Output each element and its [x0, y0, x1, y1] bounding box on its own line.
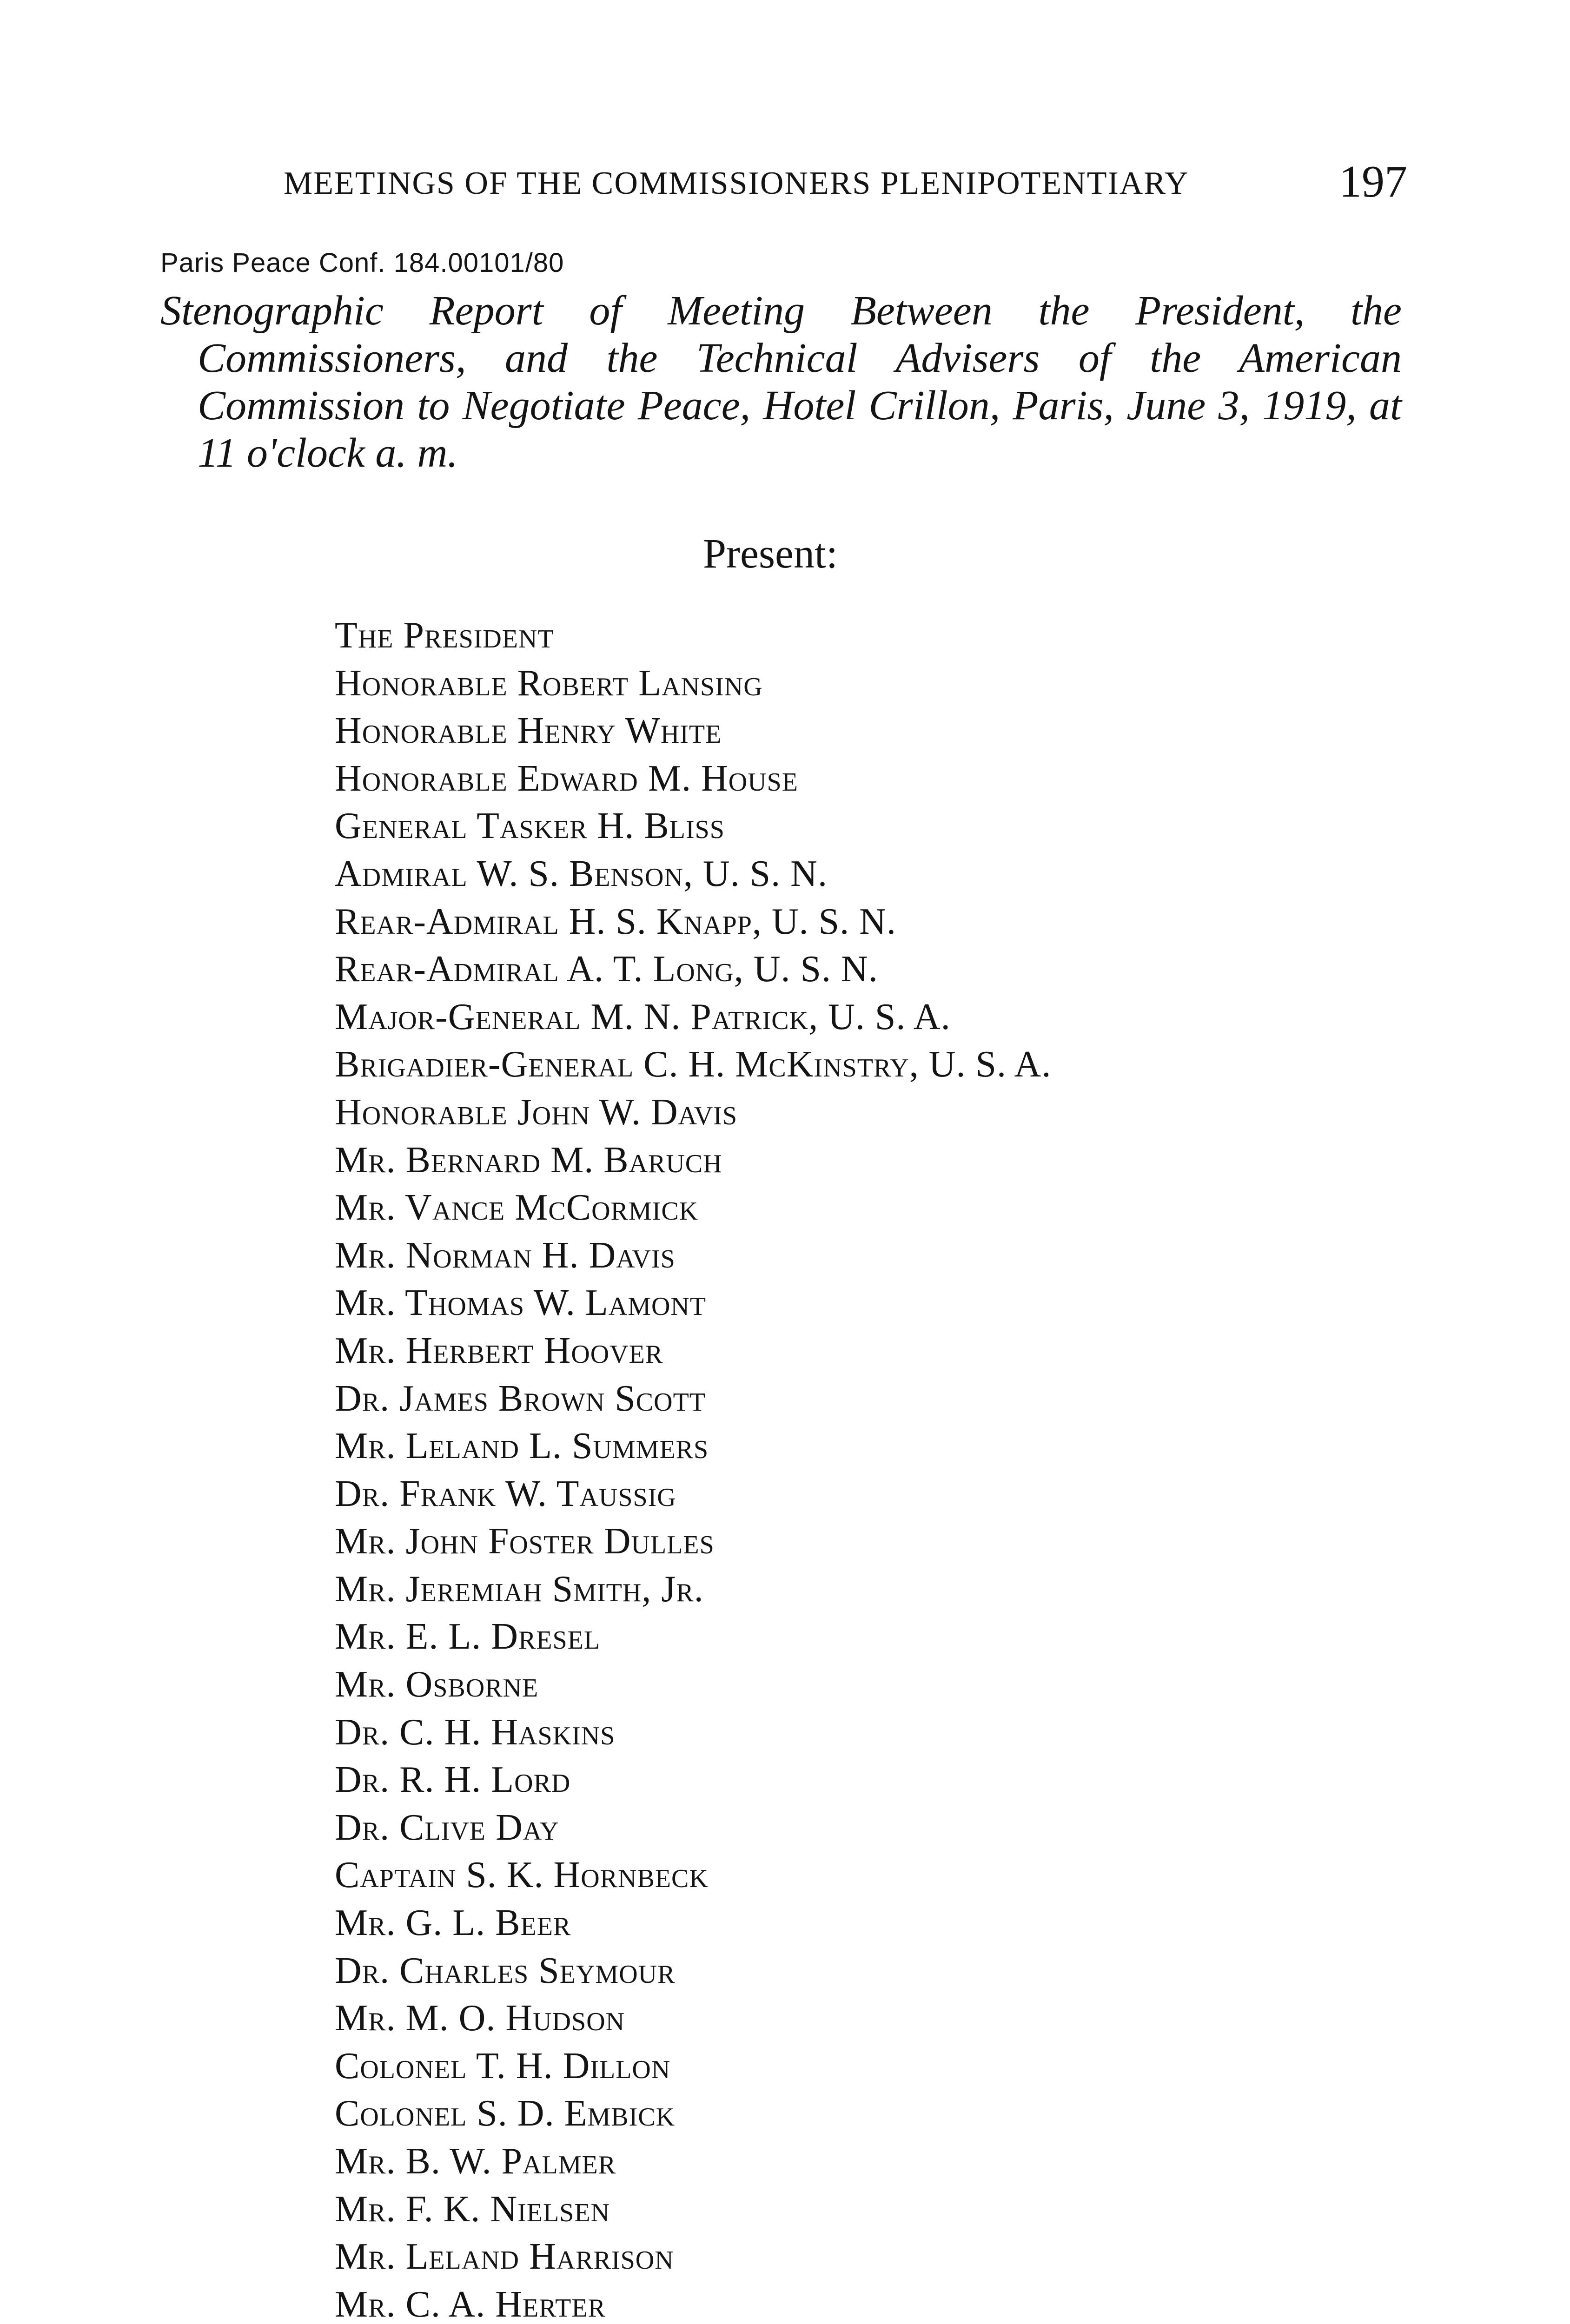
attendee: Mr. John Foster Dulles — [335, 1521, 715, 1562]
page-number: 197 — [1339, 157, 1407, 207]
attendee: Mr. F. K. Nielsen — [335, 2188, 610, 2230]
attendee: Mr. E. L. Dresel — [335, 1616, 601, 1657]
attendee: Mr. M. O. Hudson — [335, 1998, 625, 2039]
attendee: Mr. Vance McCormick — [335, 1187, 699, 1228]
attendee: Dr. R. H. Lord — [335, 1759, 571, 1801]
attendee: Dr. Clive Day — [335, 1807, 559, 1848]
attendee: Mr. Bernard M. Baruch — [335, 1139, 722, 1181]
attendee: Admiral W. S. Benson, U. S. N. — [335, 853, 828, 894]
attendee: Mr. Leland L. Summers — [335, 1426, 709, 1467]
present-heading: Present: — [703, 531, 838, 577]
attendee: Mr. C. A. Herter — [335, 2284, 606, 2324]
attendee: Rear-Admiral H. S. Knapp, U. S. N. — [335, 901, 896, 942]
attendee: Mr. Leland Harrison — [335, 2236, 674, 2278]
attendee: Mr. Herbert Hoover — [335, 1330, 663, 1371]
attendee: Captain S. K. Hornbeck — [335, 1855, 709, 1896]
attendee: Mr. Thomas W. Lamont — [335, 1282, 707, 1324]
attendee: Dr. Frank W. Taussig — [335, 1473, 676, 1514]
attendee: The President — [335, 615, 554, 656]
attendee: Mr. G. L. Beer — [335, 1902, 571, 1944]
file-reference: Paris Peace Conf. 184.00101/80 — [160, 248, 564, 278]
attendee: Mr. Jeremiah Smith, Jr. — [335, 1568, 704, 1610]
attendee: Colonel T. H. Dillon — [335, 2045, 671, 2086]
attendee-list — [335, 612, 1051, 2324]
attendee: Mr. B. W. Palmer — [335, 2141, 616, 2182]
attendee: Honorable Henry White — [335, 710, 722, 752]
attendee: Dr. Charles Seymour — [335, 1950, 676, 1991]
document-title: Stenographic Report of Meeting Between the President, the Commissioners, and the Technical Advisers of the American Commission to Negotiate Peace, Hotel Crillon, Paris, June 3, 1919, at 11 o'clock a. m. — [160, 288, 1402, 476]
attendee: Dr. James Brown Scott — [335, 1378, 706, 1419]
attendee: General Tasker H. Bliss — [335, 805, 725, 847]
attendee: Honorable Robert Lansing — [335, 662, 763, 704]
running-header: MEETINGS OF THE COMMISSIONERS PLENIPOTENTIARY — [284, 165, 1189, 201]
attendee: Rear-Admiral A. T. Long, U. S. N. — [335, 949, 878, 990]
attendee: Honorable Edward M. House — [335, 758, 798, 799]
attendee: Brigadier-General C. H. McKinstry, U. S. A. — [335, 1044, 1052, 1085]
attendee: Dr. C. H. Haskins — [335, 1711, 616, 1753]
attendee: Colonel S. D. Embick — [335, 2093, 676, 2134]
attendee: Mr. Osborne — [335, 1664, 539, 1705]
attendee: Honorable John W. Davis — [335, 1091, 738, 1133]
attendee: Major-General M. N. Patrick, U. S. A. — [335, 996, 951, 1037]
attendee: Mr. Norman H. Davis — [335, 1235, 676, 1276]
